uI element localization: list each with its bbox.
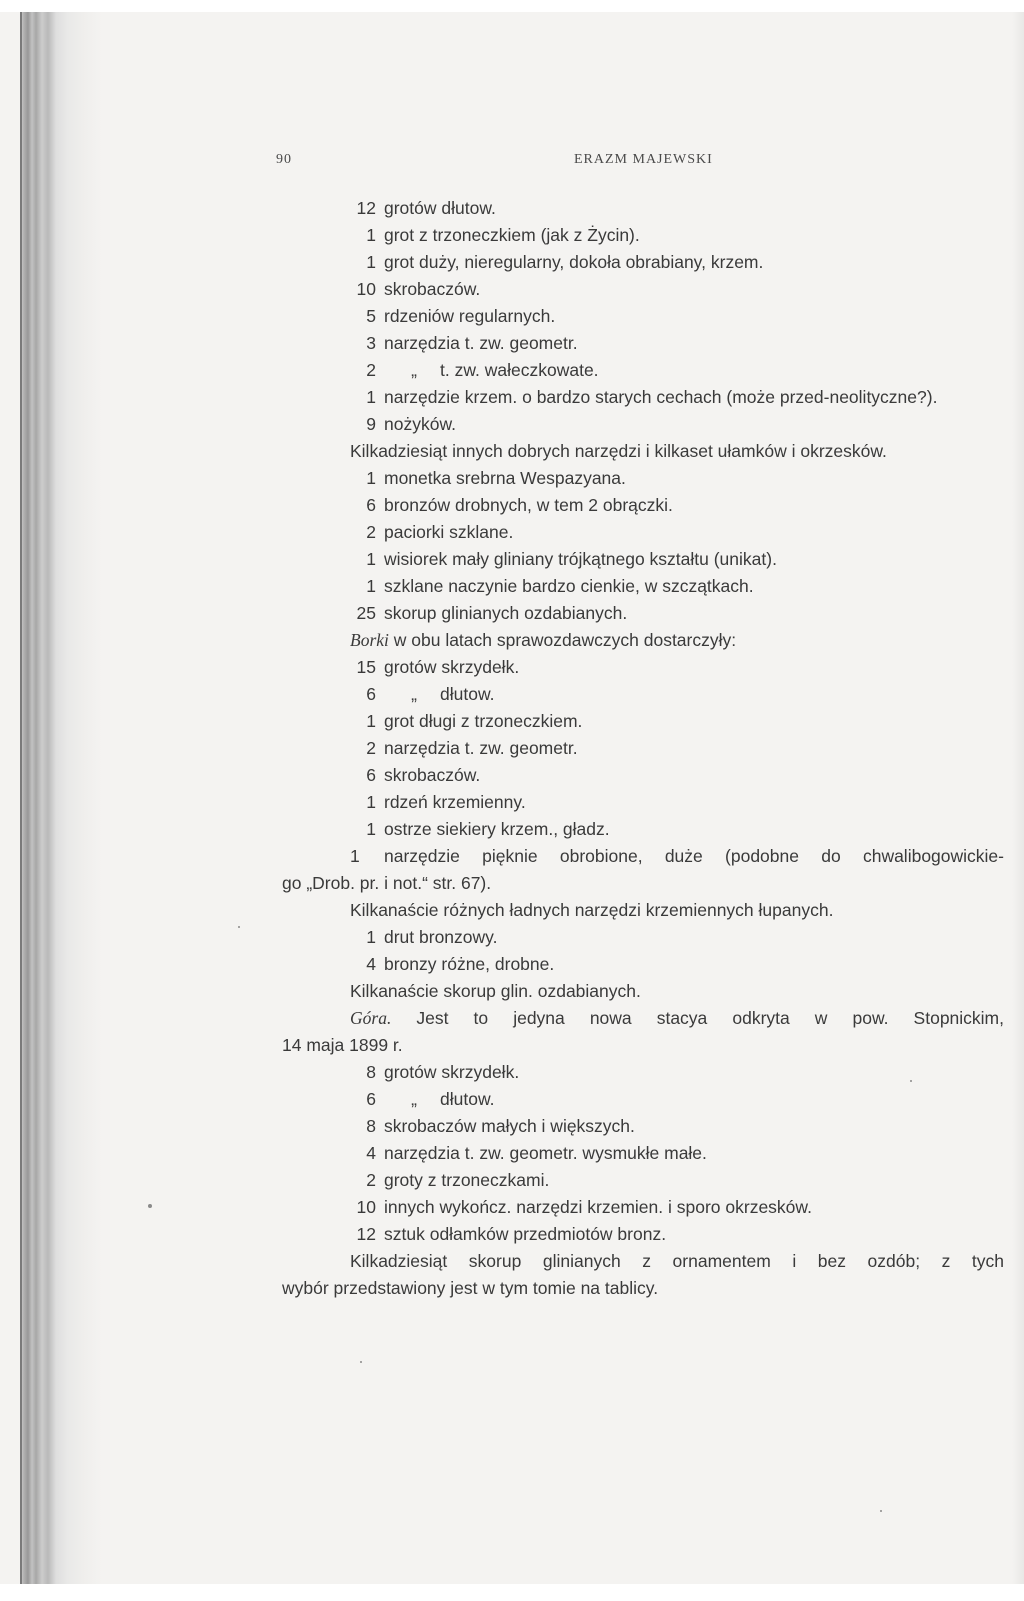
item-count: 1 bbox=[366, 792, 376, 812]
item-count: 15 bbox=[356, 657, 376, 677]
item-count: 12 bbox=[356, 198, 376, 218]
text-line bbox=[282, 1032, 1012, 1059]
item-count: 8 bbox=[366, 1062, 376, 1082]
text-line bbox=[282, 195, 1012, 222]
line-text: narzędzia t. zw. geometr. bbox=[384, 738, 578, 758]
line-text: szklane naczynie bardzo cienkie, w szczątkach. bbox=[384, 576, 754, 596]
line-text: t. zw. wałeczkowate. bbox=[440, 360, 599, 380]
text-line bbox=[282, 438, 1012, 465]
text-line bbox=[282, 789, 1012, 816]
line-text: wisiorek mały gliniany trójkątnego kształtu (unikat). bbox=[384, 549, 777, 569]
line-text: grotów dłutow. bbox=[384, 198, 496, 218]
line-text: bronzy różne, drobne. bbox=[384, 954, 555, 974]
line-text: innych wykończ. narzędzi krzemien. i sporo okrzesków. bbox=[384, 1197, 812, 1217]
line-text: Kilkanaście skorup glin. ozdabianych. bbox=[350, 981, 641, 1001]
running-head: ERAZM MAJEWSKI bbox=[574, 152, 713, 167]
item-count: 12 bbox=[356, 1224, 376, 1244]
text-line bbox=[282, 465, 1012, 492]
text-line bbox=[282, 1275, 1012, 1302]
item-count: 1 bbox=[366, 549, 376, 569]
text-line bbox=[282, 249, 1012, 276]
locality-name: Góra. bbox=[350, 1008, 392, 1028]
page-number: 90 bbox=[276, 152, 292, 167]
item-count: 4 bbox=[366, 954, 376, 974]
item-count: 1 bbox=[366, 468, 376, 488]
line-text: Jest to jedyna nowa stacya odkryta w pow. Stopnickim, bbox=[391, 1008, 1004, 1028]
line-text: skrobaczów małych i większych. bbox=[384, 1116, 635, 1136]
text-line bbox=[282, 870, 1012, 897]
text-line bbox=[282, 1005, 1004, 1032]
text-line bbox=[282, 573, 1012, 600]
line-text: wybór przedstawiony jest w tym tomie na tablicy. bbox=[282, 1278, 659, 1298]
line-text: grotów skrzydełk. bbox=[384, 1062, 520, 1082]
ditto-mark: „ bbox=[411, 360, 417, 380]
text-line bbox=[282, 681, 1012, 708]
item-count: 6 bbox=[366, 684, 376, 704]
ditto-mark: „ bbox=[411, 1089, 417, 1109]
text-line bbox=[282, 708, 1012, 735]
item-count: 6 bbox=[366, 1089, 376, 1109]
line-text: Kilkadziesiąt skorup glinianych z ornamentem i bez ozdób; z tych bbox=[350, 1251, 1004, 1271]
item-count: 25 bbox=[356, 603, 376, 623]
text-line bbox=[282, 600, 1012, 627]
line-text: ostrze siekiery krzem., gładz. bbox=[384, 819, 610, 839]
line-text: nożyków. bbox=[384, 414, 456, 434]
text-line bbox=[282, 384, 1012, 411]
item-count: 2 bbox=[366, 360, 376, 380]
line-text: narzędzie krzem. o bardzo starych cechach (może przed-neolityczne?). bbox=[384, 387, 938, 407]
scan-speck bbox=[148, 1204, 152, 1208]
line-text: narzędzia t. zw. geometr. wysmukłe małe. bbox=[384, 1143, 707, 1163]
item-count: 1 bbox=[366, 927, 376, 947]
line-text: Kilkadziesiąt innych dobrych narzędzi i kilkaset ułamków i okrzesków. bbox=[350, 441, 887, 461]
line-text: grotów skrzydełk. bbox=[384, 657, 520, 677]
item-count: 5 bbox=[366, 306, 376, 326]
text-line bbox=[282, 1194, 1012, 1221]
item-count: 2 bbox=[366, 1170, 376, 1190]
item-count: 4 bbox=[366, 1143, 376, 1163]
line-text: w obu latach sprawozdawczych dostarczyły: bbox=[388, 630, 737, 650]
scan-speck bbox=[238, 926, 240, 928]
item-count: 10 bbox=[356, 1197, 376, 1217]
line-text: rdzeń krzemienny. bbox=[384, 792, 526, 812]
text-line bbox=[282, 1113, 1012, 1140]
line-text: skorup glinianych ozdabianych. bbox=[384, 603, 628, 623]
text-line bbox=[282, 897, 1012, 924]
text-line bbox=[282, 816, 1012, 843]
item-count: 1 bbox=[350, 846, 360, 866]
item-count: 1 bbox=[366, 225, 376, 245]
line-text: skrobaczów. bbox=[384, 279, 481, 299]
text-line bbox=[282, 519, 1012, 546]
text-line bbox=[282, 357, 1012, 384]
text-line bbox=[282, 276, 1012, 303]
item-count: 9 bbox=[366, 414, 376, 434]
line-text: dłutow. bbox=[440, 684, 495, 704]
text-line bbox=[282, 1086, 1012, 1113]
line-text: narzędzia t. zw. geometr. bbox=[384, 333, 578, 353]
text-line bbox=[282, 978, 1012, 1005]
text-line bbox=[282, 654, 1012, 681]
item-count: 10 bbox=[356, 279, 376, 299]
scan-speck bbox=[880, 1510, 882, 1512]
line-text: rdzeniów regularnych. bbox=[384, 306, 556, 326]
text-line bbox=[282, 330, 1012, 357]
text-line bbox=[282, 1221, 1012, 1248]
text-line bbox=[282, 627, 1012, 654]
text-line bbox=[282, 1059, 1012, 1086]
line-text: Kilkanaście różnych ładnych narzędzi krzemiennych łupanych. bbox=[350, 900, 834, 920]
item-count: 2 bbox=[366, 522, 376, 542]
text-line bbox=[282, 1248, 1004, 1275]
item-count: 1 bbox=[366, 387, 376, 407]
item-count: 1 bbox=[366, 711, 376, 731]
text-line bbox=[282, 303, 1012, 330]
item-count: 6 bbox=[366, 765, 376, 785]
book-binding-shadow bbox=[20, 12, 102, 1584]
text-line bbox=[282, 1167, 1012, 1194]
line-text: monetka srebrna Wespazyana. bbox=[384, 468, 626, 488]
scan-speck bbox=[910, 1080, 912, 1082]
text-line bbox=[282, 411, 1012, 438]
item-count: 1 bbox=[366, 252, 376, 272]
item-count: 2 bbox=[366, 738, 376, 758]
line-text: grot z trzoneczkiem (jak z Życin). bbox=[384, 225, 640, 245]
line-text: drut bronzowy. bbox=[384, 927, 498, 947]
text-line bbox=[282, 951, 1012, 978]
line-text: go „Drob. pr. i not.“ str. 67). bbox=[282, 873, 492, 893]
text-line bbox=[282, 924, 1012, 951]
line-text: bronzów drobnych, w tem 2 obrączki. bbox=[384, 495, 673, 515]
text-line bbox=[282, 735, 1012, 762]
item-count: 1 bbox=[366, 819, 376, 839]
line-text: paciorki szklane. bbox=[384, 522, 514, 542]
text-line bbox=[282, 546, 1012, 573]
line-text: 14 maja 1899 r. bbox=[282, 1035, 403, 1055]
scan-speck bbox=[360, 1361, 362, 1363]
text-line bbox=[282, 1140, 1012, 1167]
binding-edge bbox=[20, 12, 22, 1584]
item-count: 6 bbox=[366, 495, 376, 515]
text-line bbox=[282, 492, 1012, 519]
body-text bbox=[282, 195, 1012, 1302]
line-text: skrobaczów. bbox=[384, 765, 481, 785]
text-line bbox=[282, 843, 1004, 870]
line-text: grot duży, nieregularny, dokoła obrabiany, krzem. bbox=[384, 252, 764, 272]
page-header bbox=[0, 152, 1024, 174]
item-count: 1 bbox=[366, 576, 376, 596]
item-count: 3 bbox=[366, 333, 376, 353]
line-text: groty z trzoneczkami. bbox=[384, 1170, 550, 1190]
line-text: dłutow. bbox=[440, 1089, 495, 1109]
locality-name: Borki bbox=[350, 630, 389, 650]
line-text: grot długi z trzoneczkiem. bbox=[384, 711, 583, 731]
item-count: 8 bbox=[366, 1116, 376, 1136]
text-line bbox=[282, 762, 1012, 789]
line-text: sztuk odłamków przedmiotów bronz. bbox=[384, 1224, 667, 1244]
ditto-mark: „ bbox=[411, 684, 417, 704]
text-line bbox=[282, 222, 1012, 249]
page-edge-shadow bbox=[1012, 12, 1024, 1584]
line-text: narzędzie pięknie obrobione, duże (podobne do chwalibogowickie- bbox=[384, 846, 1004, 866]
